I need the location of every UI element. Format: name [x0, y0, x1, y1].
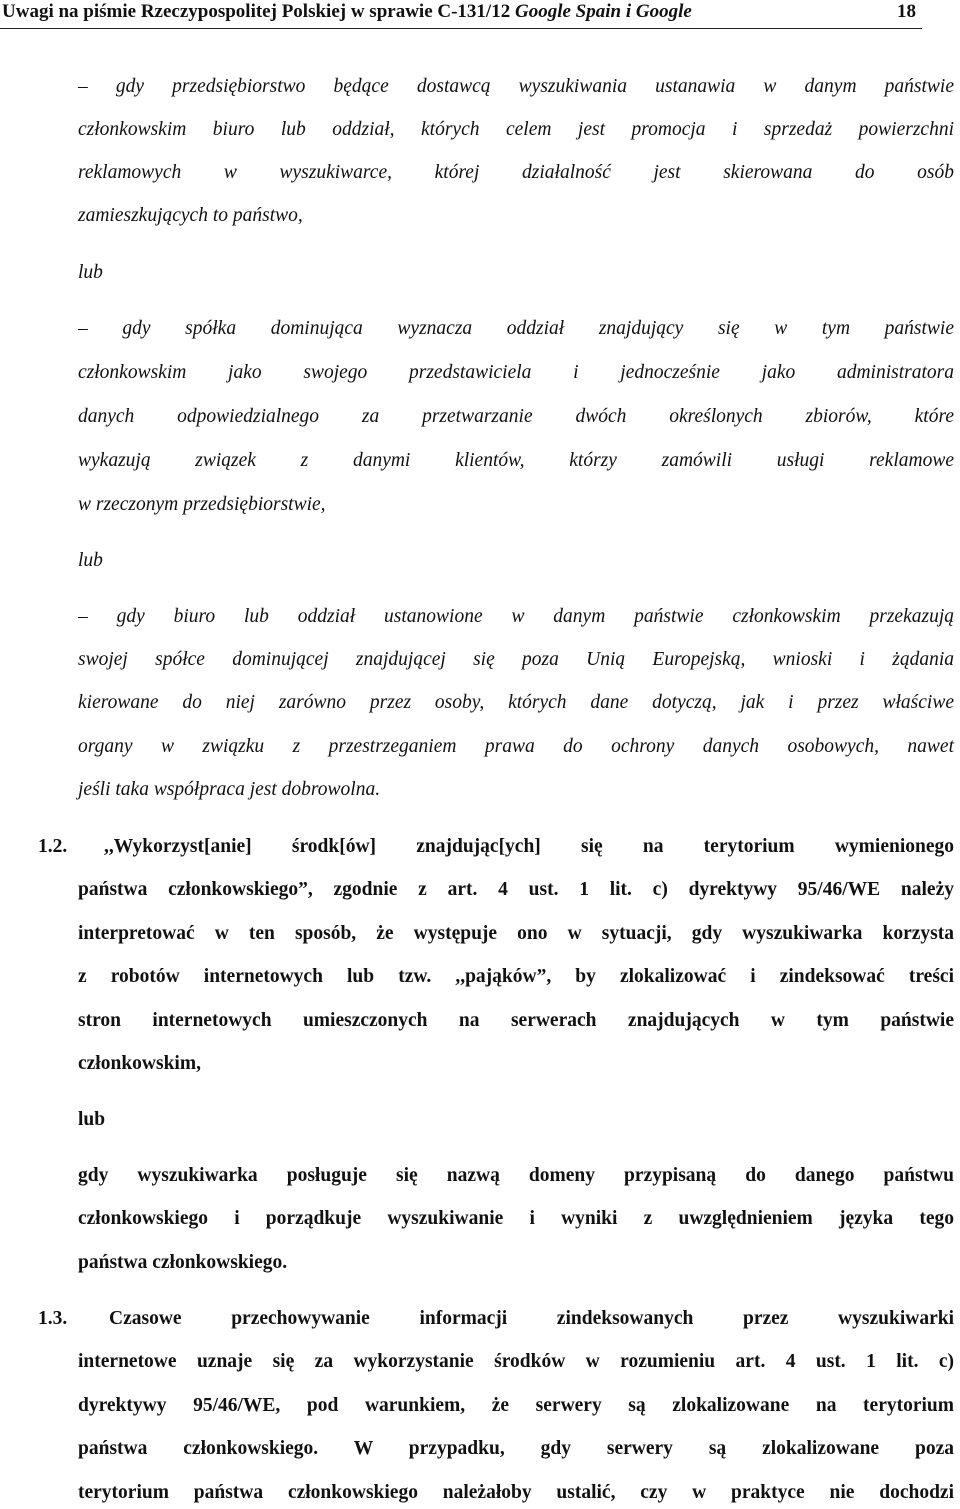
- text-line: interpretować w ten sposób, że występuje ono w sytuacji, gdy wyszukiwarka korzysta: [78, 923, 954, 944]
- text-line: – gdy biuro lub oddział ustanowione w danym państwie członkowskim przekazują: [78, 606, 954, 627]
- header-title-plain: Uwagi na piśmie Rzeczypospolitej Polskiej w sprawie C-131/12: [2, 1, 515, 22]
- connector-lub: lub: [78, 1109, 106, 1130]
- text-line: stron internetowych umieszczonych na serwerach znajdujących w tym państwie: [78, 1010, 954, 1031]
- header-title: [2, 1, 692, 23]
- page-number: 18: [897, 1, 916, 22]
- text-line: państwa członkowskiego.: [78, 1252, 288, 1273]
- text-line: Czasowe przechowywanie informacji zindeksowanych przez wyszukiwarki: [109, 1308, 954, 1329]
- text-line: państwa członkowskiego”, zgodnie z art. 4 ust. 1 lit. c) dyrektywy 95/46/WE należy: [78, 879, 954, 900]
- text-line: wykazują związek z danymi klientów, którzy zamówili usługi reklamowe: [78, 450, 954, 471]
- text-line: ,,Wykorzyst[anie] środk[ów] znajdując[ych] się na terytorium wymienionego: [104, 836, 954, 857]
- text-line: w rzeczonym przedsiębiorstwie,: [78, 494, 326, 515]
- text-line: reklamowych w wyszukiwarce, której działalność jest skierowana do osób: [78, 162, 954, 183]
- text-line: członkowskim jako swojego przedstawiciela i jednocześnie jako administratora: [78, 362, 954, 383]
- connector-lub: lub: [78, 262, 103, 283]
- text-line: danych odpowiedzialnego za przetwarzanie dwóch określonych zbiorów, które: [78, 406, 954, 427]
- text-line: gdy wyszukiwarka posługuje się nazwą domeny przypisaną do danego państwu: [78, 1165, 954, 1186]
- text-line: zamieszkujących to państwo,: [78, 205, 303, 226]
- text-line: – gdy spółka dominująca wyznacza oddział znajdujący się w tym państwie: [78, 318, 954, 339]
- text-line: swojej spółce dominującej znajdującej się poza Unią Europejską, wnioski i żądania: [78, 649, 954, 670]
- text-line: terytorium państwa członkowskiego należałoby ustalić, czy w praktyce nie dochodzi: [78, 1482, 954, 1503]
- text-line: jeśli taka współpraca jest dobrowolna.: [78, 779, 381, 800]
- text-line: członkowskim,: [78, 1053, 201, 1074]
- text-line: kierowane do niej zarówno przez osoby, których dane dotyczą, jak i przez właściwe: [78, 692, 954, 713]
- section-number: 1.3.: [38, 1308, 68, 1329]
- text-line: państwa członkowskiego. W przypadku, gdy serwery są zlokalizowane poza: [78, 1438, 954, 1459]
- connector-lub: lub: [78, 550, 103, 571]
- text-line: członkowskiego i porządkuje wyszukiwanie i wyniki z uwzględnieniem języka tego: [78, 1208, 954, 1229]
- page-header: [0, 0, 922, 29]
- section-number: 1.2.: [38, 836, 68, 857]
- text-line: internetowe uznaje się za wykorzystanie środków w rozumieniu art. 4 ust. 1 lit. c): [78, 1351, 954, 1372]
- text-line: dyrektywy 95/46/WE, pod warunkiem, że serwery są zlokalizowane na terytorium: [78, 1395, 954, 1416]
- header-title-italic: Google Spain i Google: [514, 1, 692, 22]
- text-line: – gdy przedsiębiorstwo będące dostawcą wyszukiwania ustanawia w danym państwie: [78, 76, 954, 97]
- text-line: z robotów internetowych lub tzw. ,,pająków”, by zlokalizować i zindeksować treści: [78, 966, 954, 987]
- text-line: organy w związku z przestrzeganiem prawa do ochrony danych osobowych, nawet: [78, 736, 954, 757]
- text-line: członkowskim biuro lub oddział, których celem jest promocja i sprzedaż powierzchni: [78, 119, 954, 140]
